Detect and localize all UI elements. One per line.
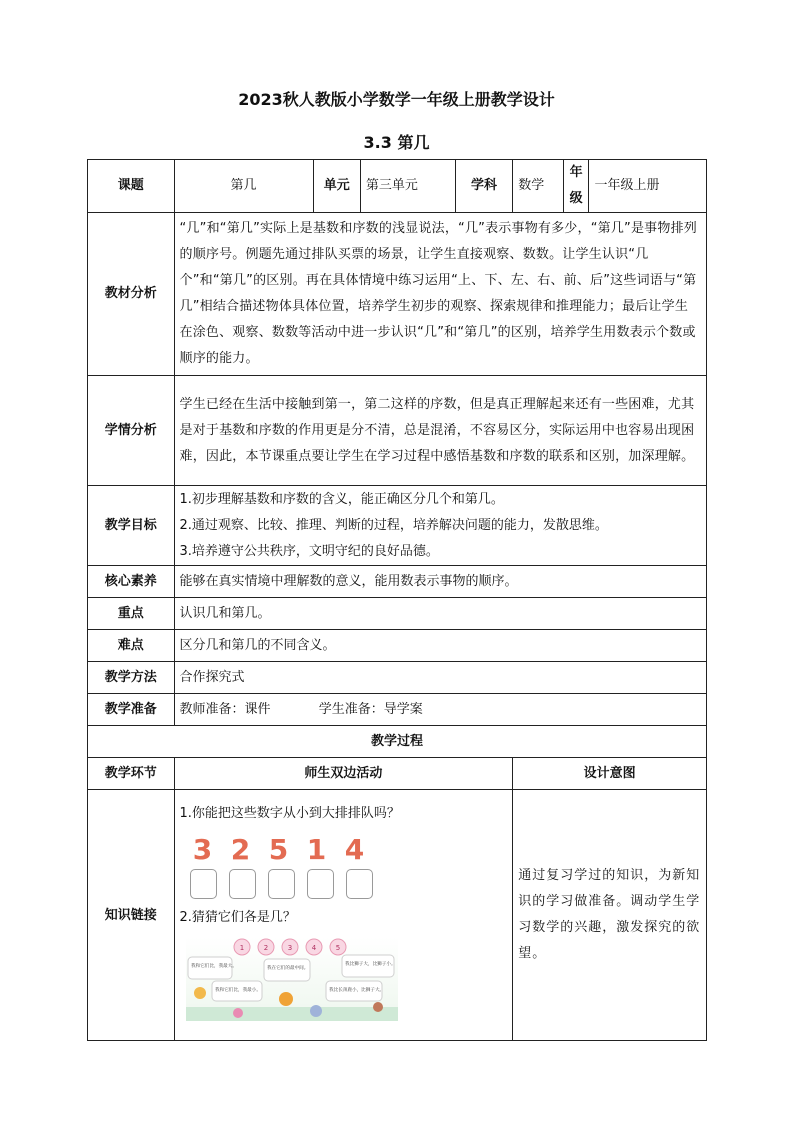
digit: 1 bbox=[306, 833, 327, 866]
grade-value: 一年级上册 bbox=[589, 160, 707, 213]
answer-box bbox=[307, 869, 334, 899]
elephant-icon bbox=[310, 1005, 322, 1017]
digit: 5 bbox=[268, 833, 289, 866]
core-label: 核心素养 bbox=[88, 566, 175, 598]
unit-value: 第三单元 bbox=[360, 160, 455, 213]
goal-item: 2.通过观察、比较、推理、判断的过程，培养解决问题的能力，发散思维。 bbox=[179, 517, 608, 533]
goal-item: 3.培养遵守公共秩序，文明守纪的良好品德。 bbox=[179, 543, 439, 559]
prep-student: 学生准备：导学案 bbox=[318, 701, 423, 717]
digit-row bbox=[190, 833, 508, 867]
answer-box bbox=[268, 869, 295, 899]
stage-knowledge-link: 知识链接 bbox=[88, 790, 175, 1041]
document-subtitle: 3.3 第几 bbox=[363, 133, 430, 152]
prep-row bbox=[88, 694, 707, 726]
answer-boxes bbox=[190, 869, 508, 899]
prep-label: 教学准备 bbox=[88, 694, 175, 726]
key-value: 认识几和第几。 bbox=[174, 598, 707, 630]
core-row bbox=[88, 566, 707, 598]
col-stage: 教学环节 bbox=[88, 758, 175, 790]
digit: 2 bbox=[230, 833, 251, 866]
scene-bubble: 我和它们比，我最小。 bbox=[214, 988, 261, 993]
key-label: 重点 bbox=[88, 598, 175, 630]
unit-label: 单元 bbox=[313, 160, 360, 213]
textbook-label: 教材分析 bbox=[88, 213, 175, 376]
key-row bbox=[88, 598, 707, 630]
goals-cell bbox=[174, 486, 707, 566]
topic-label: 课题 bbox=[88, 160, 175, 213]
digit: 3 bbox=[192, 833, 213, 866]
question-2: 2.猜猜它们各是几？ bbox=[179, 910, 296, 925]
animal-icon bbox=[233, 1008, 243, 1018]
scene-bubble: 我在它们的最中间。 bbox=[266, 966, 308, 971]
animal-scene-image bbox=[186, 937, 398, 1021]
process-heading-row bbox=[88, 726, 707, 758]
answer-box bbox=[346, 869, 373, 899]
digit: 4 bbox=[344, 833, 365, 866]
question-1: 1.你能把这些数字从小到大排排队吗？ bbox=[179, 806, 400, 821]
difficulty-label: 难点 bbox=[88, 630, 175, 662]
difficulty-value: 区分几和第几的不同含义。 bbox=[174, 630, 707, 662]
students-row bbox=[88, 376, 707, 486]
giraffe-icon bbox=[194, 987, 206, 999]
scene-number: 5 bbox=[335, 944, 340, 952]
intent-knowledge-link: 通过复习学过的知识，为新知识的学习做准备。调动学生学习数学的兴趣，激发探究的欲望。 bbox=[513, 790, 707, 1041]
subject-label: 学科 bbox=[455, 160, 513, 213]
scene-bubble: 我和它们比，我最大。 bbox=[190, 964, 237, 969]
goals-row bbox=[88, 486, 707, 566]
process-heading: 教学过程 bbox=[88, 726, 707, 758]
animal-icon bbox=[373, 1002, 383, 1012]
method-value: 合作探究式 bbox=[174, 662, 707, 694]
grade-label: 年级 bbox=[563, 160, 589, 213]
method-row bbox=[88, 662, 707, 694]
goal-item: 1.初步理解基数和序数的含义，能正确区分几个和第几。 bbox=[179, 491, 504, 507]
scene-number: 2 bbox=[263, 944, 268, 952]
info-row bbox=[88, 160, 707, 213]
lion-icon bbox=[279, 992, 293, 1006]
students-analysis: 学生已经在生活中接触到第一，第二这样的序数，但是真正理解起来还有一些困难，尤其是对于基数和序数的作用更是分不清，总是混淆，不容易区分，实际运用中也容易出现困难，因此，本节课重点要让学生在学习过程中感悟基数和序数的联系和区别，加深理解。 bbox=[174, 376, 707, 486]
scene-number: 1 bbox=[239, 944, 244, 952]
document-title: 2023秋人教版小学数学一年级上册教学设计 bbox=[238, 90, 555, 109]
students-label: 学情分析 bbox=[88, 376, 175, 486]
prep-teacher: 教师准备：课件 bbox=[179, 701, 271, 717]
knowledge-link-row bbox=[88, 790, 707, 1041]
textbook-analysis: “几”和“第几”实际上是基数和序数的浅显说法，“几”表示事物有多少，“第几”是事物排列的顺序号。例题先通过排队买票的场景，让学生直接观察、数数。让学生认识“几个”和“第几”的区别。再在具体情境中练习运用“上、下、左、右、前、后”这些词语与“第几”相结合描述物体具体位置，培养学生初步的观察、探索规律和推理能力；最后让学生在涂色、观察、数数等活动中进一步认识“几”和“第几”的区别，培养学生用数表示个数或顺序的能力。 bbox=[174, 213, 707, 376]
lesson-plan-table bbox=[87, 159, 707, 1041]
topic-value: 第几 bbox=[174, 160, 313, 213]
activity-cell bbox=[174, 790, 513, 1041]
prep-cell bbox=[174, 694, 707, 726]
process-header-row bbox=[88, 758, 707, 790]
answer-box bbox=[190, 869, 217, 899]
scene-bubble: 我比长颈鹿小，比狮子大。 bbox=[328, 988, 384, 993]
subject-value: 数学 bbox=[513, 160, 563, 213]
goals-label: 教学目标 bbox=[88, 486, 175, 566]
difficulty-row bbox=[88, 630, 707, 662]
scene-number: 3 bbox=[287, 944, 292, 952]
col-intent: 设计意图 bbox=[513, 758, 707, 790]
answer-box bbox=[229, 869, 256, 899]
scene-number: 4 bbox=[311, 944, 316, 952]
col-activity: 师生双边活动 bbox=[174, 758, 513, 790]
textbook-row bbox=[88, 213, 707, 376]
core-value: 能够在真实情境中理解数的意义，能用数表示事物的顺序。 bbox=[174, 566, 707, 598]
method-label: 教学方法 bbox=[88, 662, 175, 694]
scene-bubble: 我比狮子大，比狮子小。 bbox=[344, 962, 396, 967]
